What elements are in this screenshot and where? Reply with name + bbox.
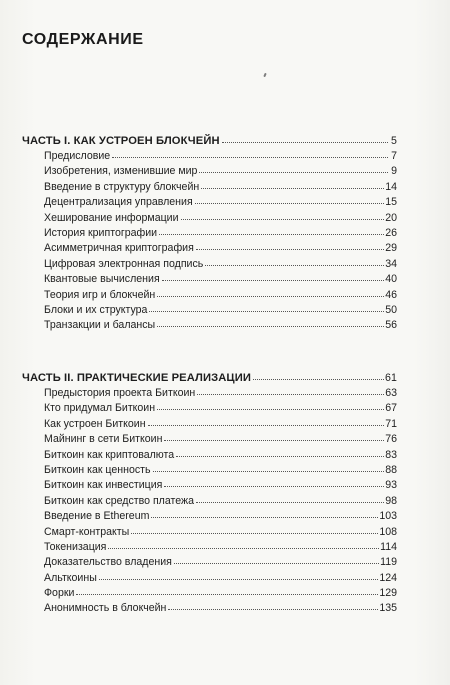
toc-entry-title: Предисловие <box>44 150 111 162</box>
toc-entry-title: Децентрализация управления <box>44 196 193 209</box>
toc-entry-title: Квантовые вычисления <box>44 273 160 286</box>
dot-leader <box>162 272 385 282</box>
dot-leader <box>159 226 384 236</box>
toc-entry[interactable] <box>22 478 397 493</box>
toc-entry-title: Форки <box>44 587 75 600</box>
toc-entry[interactable] <box>22 509 397 524</box>
toc-entry[interactable] <box>22 257 397 272</box>
toc-entry-title: Биткоин как криптовалюта <box>44 448 175 461</box>
toc-entry-title: История криптографии <box>44 226 158 239</box>
toc-entry-title: Кто придумал Биткоин <box>44 402 156 415</box>
dot-leader <box>222 134 388 144</box>
toc-entry[interactable] <box>22 463 397 478</box>
toc-page-number: 40 <box>385 273 397 286</box>
toc-entry[interactable] <box>22 494 397 509</box>
dot-leader <box>149 303 384 313</box>
print-speck <box>263 73 267 77</box>
toc-page-number: 98 <box>385 494 397 507</box>
toc-page-number: 119 <box>380 556 397 569</box>
toc-page-number: 9 <box>391 165 397 178</box>
toc-entry-title: ЧАСТЬ I. КАК УСТРОЕН БЛОКЧЕЙН <box>22 135 220 147</box>
toc-page-number: 50 <box>385 303 397 316</box>
toc-entry[interactable] <box>22 226 397 241</box>
toc-entry[interactable] <box>22 571 397 586</box>
toc-entry[interactable] <box>22 180 397 195</box>
dot-leader <box>108 540 379 550</box>
toc-entry[interactable] <box>22 601 397 616</box>
toc-entry-title: Введение в структуру блокчейн <box>44 180 200 193</box>
toc-entry[interactable] <box>22 195 397 210</box>
toc-page-number: 93 <box>385 479 397 492</box>
toc-entry-title: Альткоины <box>44 571 97 584</box>
toc-page-number: 108 <box>379 525 397 538</box>
page-title: СОДЕРЖАНИЕ <box>22 31 144 48</box>
toc-entry[interactable] <box>22 417 397 432</box>
toc-page-number: 67 <box>385 402 397 415</box>
dot-leader <box>157 401 384 411</box>
toc-page-number: 26 <box>385 226 397 239</box>
toc-entry-title: Изобретения, изменившие мир <box>44 165 198 178</box>
toc-page-number: 7 <box>391 150 397 162</box>
dot-leader <box>164 478 384 488</box>
toc-part-1 <box>22 133 397 334</box>
dot-leader <box>205 257 384 267</box>
toc-entry-title: Асимметричная криптография <box>44 242 194 255</box>
toc-page-number: 34 <box>385 257 397 270</box>
toc-entry-title: Майнинг в сети Биткоин <box>44 433 163 446</box>
toc-page-number: 103 <box>379 510 397 523</box>
toc-entry-title: Теория игр и блокчейн <box>44 288 156 301</box>
toc-page-number: 5 <box>391 135 397 147</box>
toc-part-2 <box>22 370 397 617</box>
toc-entry[interactable] <box>22 525 397 540</box>
toc-page-number: 114 <box>380 540 397 553</box>
dot-leader <box>153 463 385 473</box>
toc-entry-title: Цифровая электронная подпись <box>44 257 204 270</box>
toc-entry[interactable] <box>22 448 397 463</box>
toc-entry-title: Предыстория проекта Биткоин <box>44 387 196 399</box>
toc-entry-title: Хеширование информации <box>44 211 179 224</box>
toc-entry[interactable] <box>22 555 397 570</box>
toc-page-number: 88 <box>385 463 397 476</box>
dot-leader <box>76 586 378 596</box>
dot-leader <box>195 195 385 205</box>
dot-leader <box>157 318 384 328</box>
dot-leader <box>131 525 378 535</box>
toc-entry[interactable] <box>22 386 397 401</box>
toc-entry-title: Введение в Ethereum <box>44 510 150 523</box>
toc-page-number: 124 <box>379 571 397 584</box>
dot-leader <box>197 386 384 396</box>
toc-entry[interactable] <box>22 318 397 333</box>
toc-part-heading[interactable] <box>22 133 397 149</box>
toc-entry[interactable] <box>22 432 397 447</box>
toc-page-number: 15 <box>385 196 397 209</box>
dot-leader <box>174 555 379 565</box>
dot-leader <box>157 288 384 298</box>
toc-entry-title: Токенизация <box>44 540 107 553</box>
dot-leader <box>151 509 378 519</box>
toc-entry[interactable] <box>22 303 397 318</box>
dot-leader <box>253 371 384 381</box>
toc-entry[interactable] <box>22 241 397 256</box>
toc-page-number: 46 <box>385 288 397 301</box>
toc-page-number: 29 <box>385 242 397 255</box>
toc-entry[interactable] <box>22 272 397 287</box>
dot-leader <box>164 432 384 442</box>
toc-entry[interactable] <box>22 164 397 179</box>
toc-entry[interactable] <box>22 288 397 303</box>
toc-page-number: 61 <box>385 372 397 384</box>
dot-leader <box>148 417 385 427</box>
toc-page-number: 129 <box>379 587 397 600</box>
toc-entry-title: Смарт-контракты <box>44 525 130 538</box>
toc-entry-title: Биткоин как ценность <box>44 463 151 476</box>
toc-page-number: 56 <box>385 319 397 332</box>
toc-page-number: 76 <box>385 433 397 446</box>
dot-leader <box>99 571 378 581</box>
dot-leader <box>181 211 385 221</box>
toc-entry-title: ЧАСТЬ II. ПРАКТИЧЕСКИЕ РЕАЛИЗАЦИИ <box>22 372 251 384</box>
dot-leader <box>112 149 388 159</box>
toc-entry-title: Биткоин как инвестиция <box>44 479 163 492</box>
toc-entry-title: Как устроен Биткоин <box>44 417 146 430</box>
toc-entry[interactable] <box>22 149 397 164</box>
toc-entry-title: Доказательство владения <box>44 556 172 569</box>
toc-page-number: 20 <box>385 211 397 224</box>
toc-page-number: 83 <box>385 448 397 461</box>
dot-leader <box>196 494 384 504</box>
toc-page-number: 63 <box>385 387 397 399</box>
dot-leader <box>196 241 384 251</box>
toc-entry-title: Блоки и их структура <box>44 303 148 316</box>
dot-leader <box>168 601 378 611</box>
toc-entry[interactable] <box>22 586 397 601</box>
toc-entry-title: Биткоин как средство платежа <box>44 494 194 507</box>
toc-page-number: 135 <box>379 602 397 615</box>
toc-page-number: 71 <box>385 417 397 430</box>
dot-leader <box>201 180 384 190</box>
toc-entry[interactable] <box>22 211 397 226</box>
dot-leader <box>176 448 384 458</box>
dot-leader <box>199 164 388 174</box>
toc-page-number: 14 <box>385 180 397 193</box>
toc-entry[interactable] <box>22 401 397 416</box>
toc-part-heading[interactable] <box>22 370 397 386</box>
toc-entry-title: Транзакции и балансы <box>44 319 156 332</box>
toc-entry[interactable] <box>22 540 397 555</box>
toc-entry-title: Анонимность в блокчейн <box>44 602 167 615</box>
